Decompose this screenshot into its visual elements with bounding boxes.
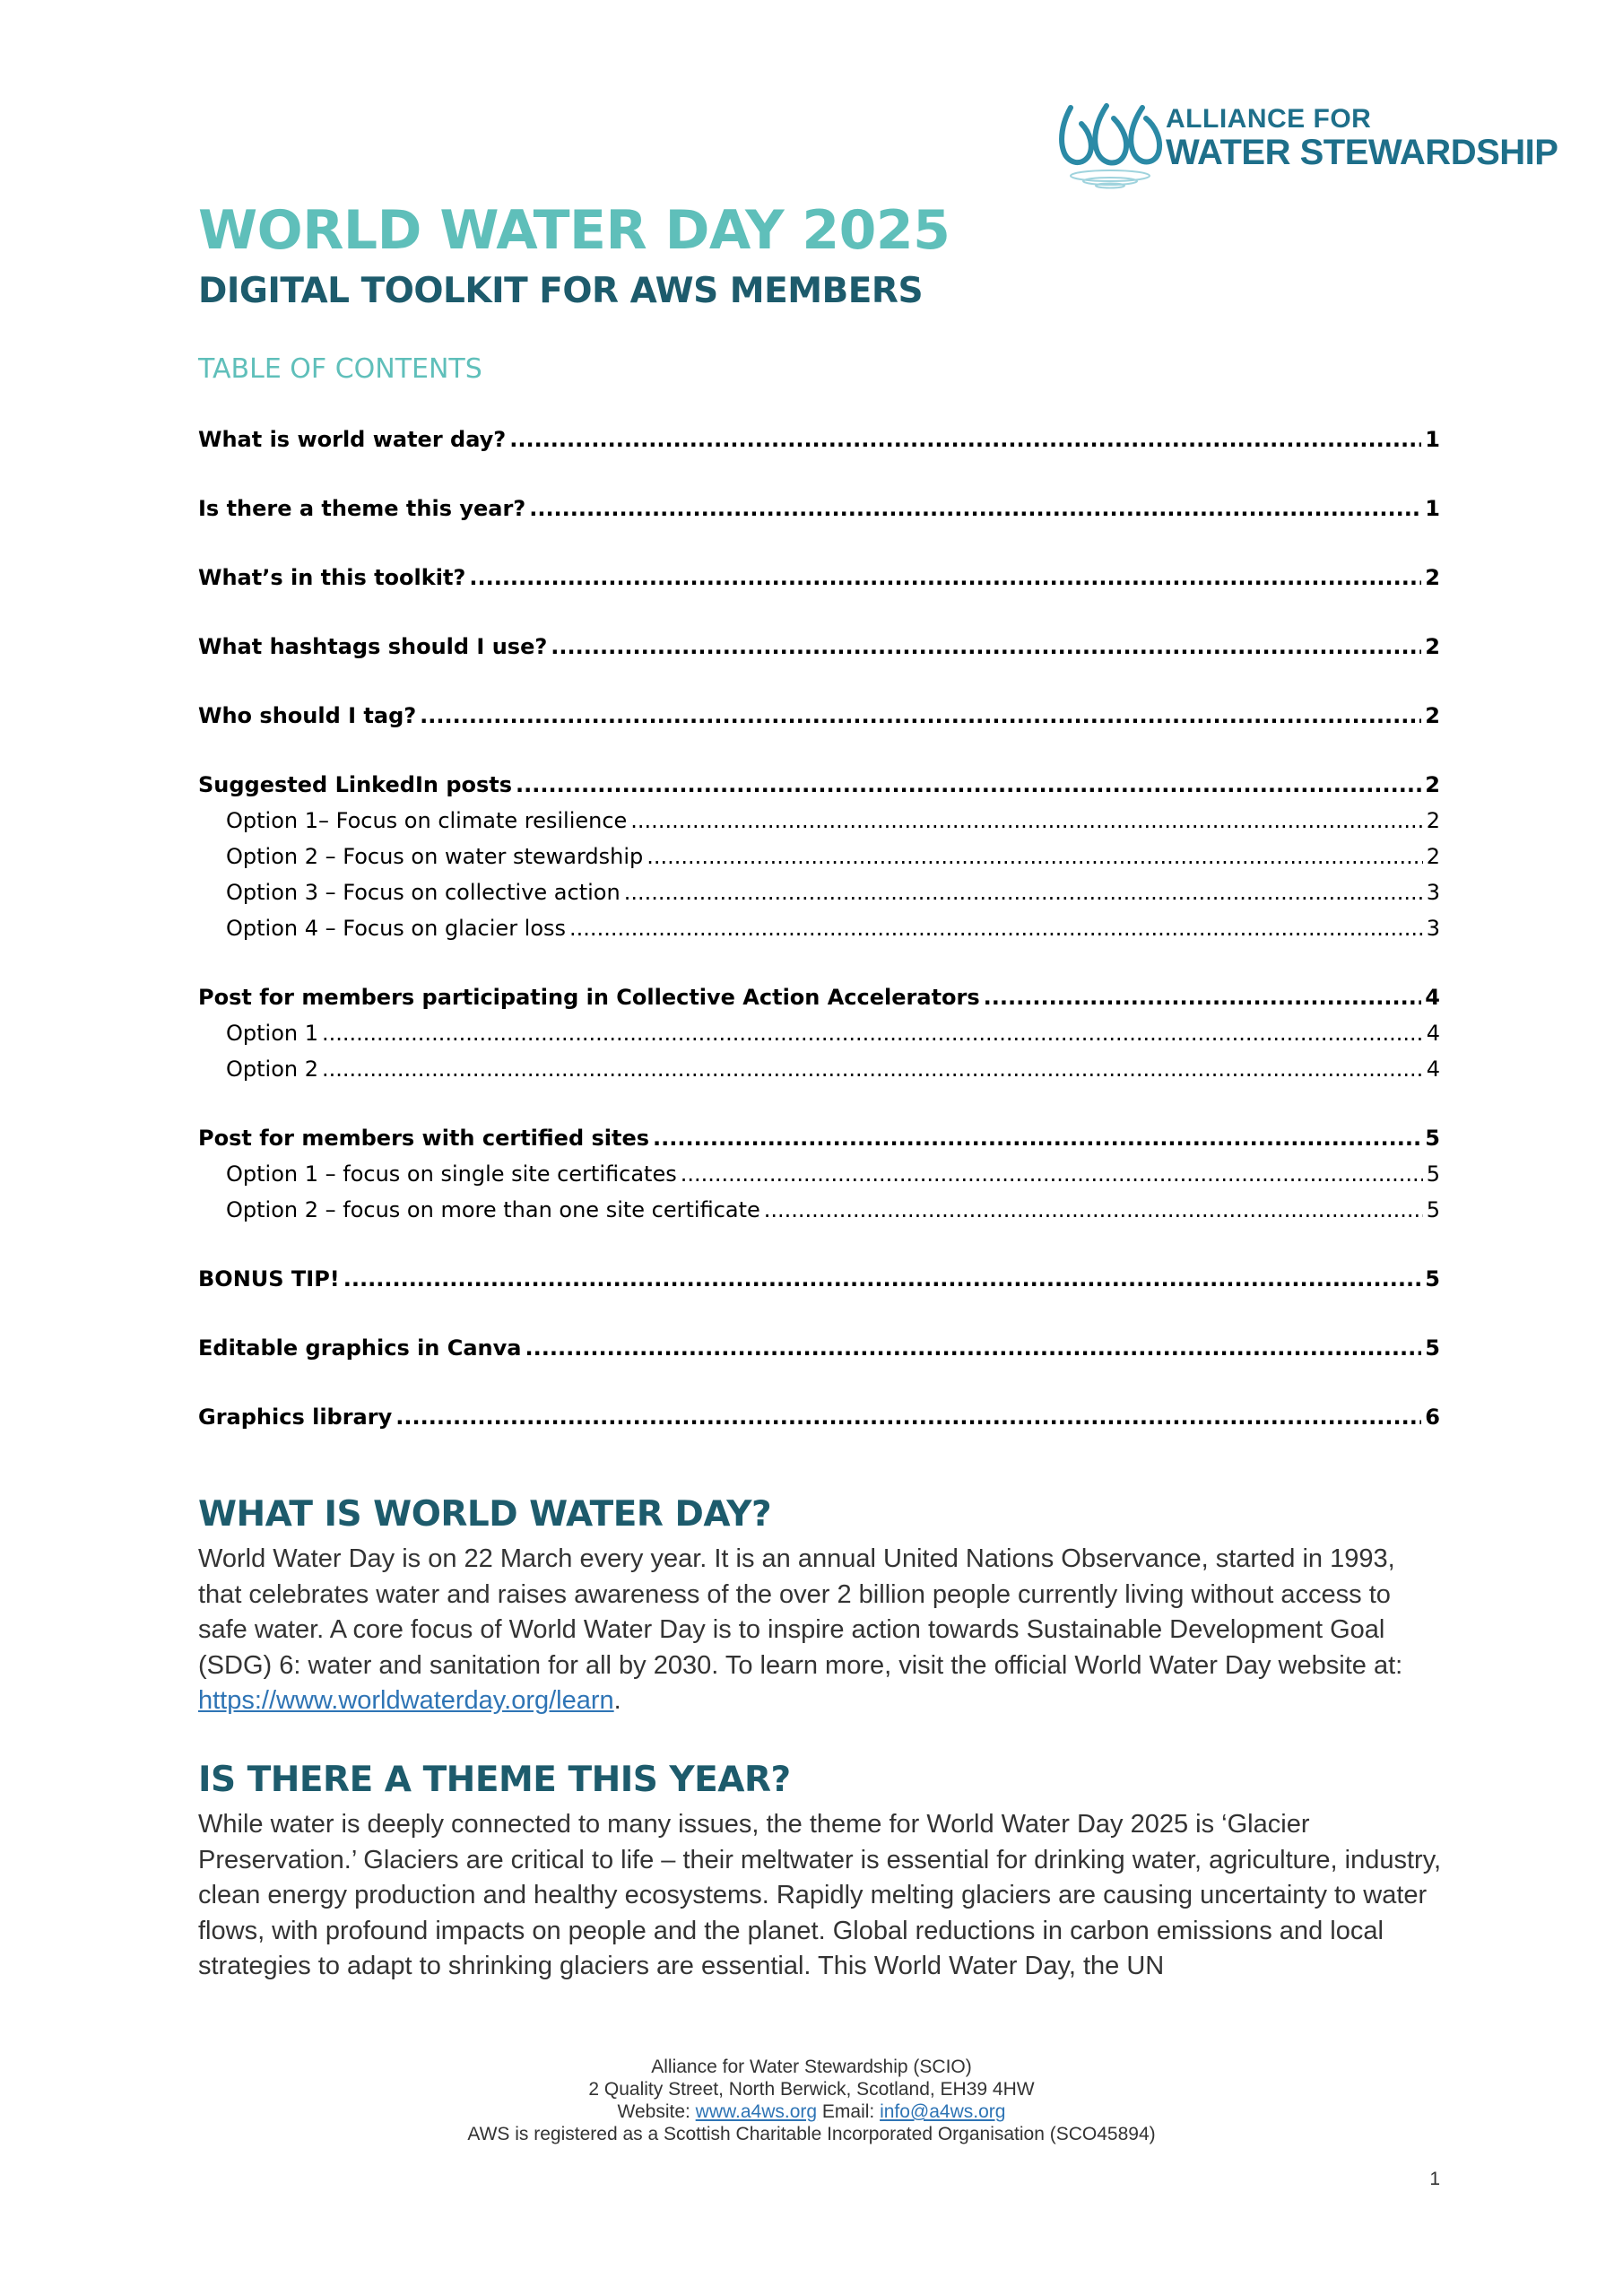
toc-leader (984, 985, 1422, 1010)
toc-entry[interactable] (198, 703, 1440, 728)
toc-page-number: 2 (1426, 808, 1440, 833)
body-text-end: . (613, 1686, 621, 1715)
logo-text-line1: ALLIANCE FOR (1166, 104, 1372, 134)
toc-entry-label: Option 2 – focus on more than one site certificate (226, 1197, 760, 1222)
toc-leader (647, 844, 1422, 869)
page-footer (0, 2056, 1623, 2145)
footer-org-name: Alliance for Water Stewardship (SCIO) (651, 2057, 972, 2077)
aws-logo (1055, 97, 1558, 196)
toc-leader (469, 565, 1421, 590)
toc-page-number: 6 (1425, 1405, 1440, 1430)
toc-entry-label: Who should I tag? (198, 703, 417, 728)
toc-page-number: 5 (1426, 1197, 1440, 1222)
toc-entry-label: Option 1 (226, 1021, 318, 1046)
toc-leader (653, 1126, 1421, 1151)
toc-page-number: 2 (1426, 844, 1440, 869)
toc-subentry[interactable] (226, 1021, 1440, 1046)
toc-subentry[interactable] (226, 844, 1440, 869)
toc-leader (624, 880, 1423, 905)
toc-leader (551, 634, 1421, 659)
toc-subentry[interactable] (226, 916, 1440, 941)
toc-page-number: 2 (1425, 634, 1440, 659)
section-heading-what-is-world-water-day: WHAT IS WORLD WATER DAY? (198, 1494, 772, 1535)
toc-subentry[interactable] (226, 1197, 1440, 1222)
document-title: WORLD WATER DAY 2025 (198, 199, 950, 262)
toc-leader (420, 703, 1421, 728)
toc-entry-label: Option 2 – Focus on water stewardship (226, 844, 644, 869)
toc-entry-label: Option 2 (226, 1057, 318, 1082)
toc-entry-label: Post for members participating in Collective Action Accelerators (198, 985, 980, 1010)
toc-entry[interactable] (198, 427, 1440, 452)
toc-leader (516, 772, 1421, 797)
footer-website-label: Website: (617, 2101, 696, 2122)
toc-entry[interactable] (198, 496, 1440, 521)
toc-entry[interactable] (198, 1335, 1440, 1361)
footer-registration: AWS is registered as a Scottish Charitable Incorporated Organisation (SCO45894) (467, 2124, 1156, 2144)
toc-page-number: 2 (1425, 772, 1440, 797)
section-body-what-is-world-water-day (198, 1542, 1445, 1719)
toc-page-number: 4 (1425, 985, 1440, 1010)
toc-subentry[interactable] (226, 1161, 1440, 1187)
toc-page-number: 1 (1425, 427, 1440, 452)
toc-entry[interactable] (198, 1126, 1440, 1151)
toc-page-number: 3 (1426, 916, 1440, 941)
logo-text-line2: WATER STEWARDSHIP (1166, 133, 1558, 172)
toc-leader (343, 1266, 1422, 1292)
toc-subentry[interactable] (226, 880, 1440, 905)
water-drops-logo-icon (1055, 97, 1166, 190)
toc-entry-label: Option 3 – Focus on collective action (226, 880, 621, 905)
toc-leader (681, 1161, 1423, 1187)
toc-title: TABLE OF CONTENTS (198, 353, 482, 385)
footer-email-link[interactable]: info@a4ws.org (880, 2101, 1006, 2122)
toc-entry[interactable] (198, 985, 1440, 1010)
toc-page-number: 2 (1425, 703, 1440, 728)
toc-page-number: 3 (1426, 880, 1440, 905)
world-water-day-link[interactable]: https://www.worldwaterday.org/learn (198, 1686, 614, 1715)
document-subtitle: DIGITAL TOOLKIT FOR AWS MEMBERS (198, 271, 924, 311)
toc-entry-label: Suggested LinkedIn posts (198, 772, 513, 797)
toc-leader (764, 1197, 1423, 1222)
toc-leader (322, 1021, 1423, 1046)
toc-leader (395, 1405, 1421, 1430)
toc-entry[interactable] (198, 1405, 1440, 1430)
footer-website-link[interactable]: www.a4ws.org (695, 2101, 818, 2122)
toc-entry-label: What hashtags should I use? (198, 634, 548, 659)
toc-entry-label: Post for members with certified sites (198, 1126, 650, 1151)
toc-leader (509, 427, 1421, 452)
toc-entry-label: Graphics library (198, 1405, 393, 1430)
toc-page-number: 1 (1425, 496, 1440, 521)
toc-entry[interactable] (198, 634, 1440, 659)
toc-entry-label: Option 1– Focus on climate resilience (226, 808, 628, 833)
toc-entry[interactable] (198, 772, 1440, 797)
toc-entry-label: What’s in this toolkit? (198, 565, 466, 590)
toc-entry-label: Option 1 – focus on single site certificates (226, 1161, 677, 1187)
toc-entry[interactable] (198, 565, 1440, 590)
toc-page-number: 5 (1425, 1335, 1440, 1361)
toc-page-number: 5 (1426, 1161, 1440, 1187)
toc-entry[interactable] (198, 1266, 1440, 1292)
toc-subentry[interactable] (226, 1057, 1440, 1082)
footer-address: 2 Quality Street, North Berwick, Scotland, EH39 4HW (588, 2079, 1035, 2100)
toc-page-number: 5 (1425, 1266, 1440, 1292)
section-body-theme: While water is deeply connected to many issues, the theme for World Water Day 2025 is ‘Glacier Preservation.’ Glaciers are critical to life – their meltwater is essential for drinking water, agriculture, industry, clean energy production and healthy ecosystems. Rapidly melting glaciers are causing uncertainty to water flows, with profound impacts on people and the planet. Global reductions in carbon emissions and local strategies to adapt to shrinking glaciers are essential. This World Water Day, the UN (198, 1810, 1442, 1980)
toc-entry-label: Editable graphics in Canva (198, 1335, 522, 1361)
toc-leader (569, 916, 1423, 941)
toc-page-number: 2 (1425, 565, 1440, 590)
toc-page-number: 4 (1426, 1057, 1440, 1082)
toc-leader (630, 808, 1422, 833)
toc-leader (525, 1335, 1421, 1361)
footer-email-label: Email: (817, 2101, 881, 2122)
toc-leader (529, 496, 1421, 521)
toc-subentry[interactable] (226, 808, 1440, 833)
toc-leader (322, 1057, 1423, 1082)
footer-contact (0, 2100, 1623, 2123)
toc-entry-label: Option 4 – Focus on glacier loss (226, 916, 567, 941)
toc-page-number: 4 (1426, 1021, 1440, 1046)
toc-entry-label: Is there a theme this year? (198, 496, 526, 521)
page-number: 1 (1429, 2169, 1440, 2189)
toc-entry-label: What is world water day? (198, 427, 507, 452)
section-heading-theme: IS THERE A THEME THIS YEAR? (198, 1760, 791, 1800)
toc-entry-label: BONUS TIP! (198, 1266, 340, 1292)
body-text: World Water Day is on 22 March every year. It is an annual United Nations Observance, started in 1993, that celebrates water and raises awareness of the over 2 billion people currently living without access to safe water. A core focus of World Water Day is to inspire action towards Sustainable Development Goal (SDG) 6: water and sanitation for all by 2030. To learn more, visit the official World Water Day website at: (198, 1544, 1403, 1680)
toc-page-number: 5 (1425, 1126, 1440, 1151)
